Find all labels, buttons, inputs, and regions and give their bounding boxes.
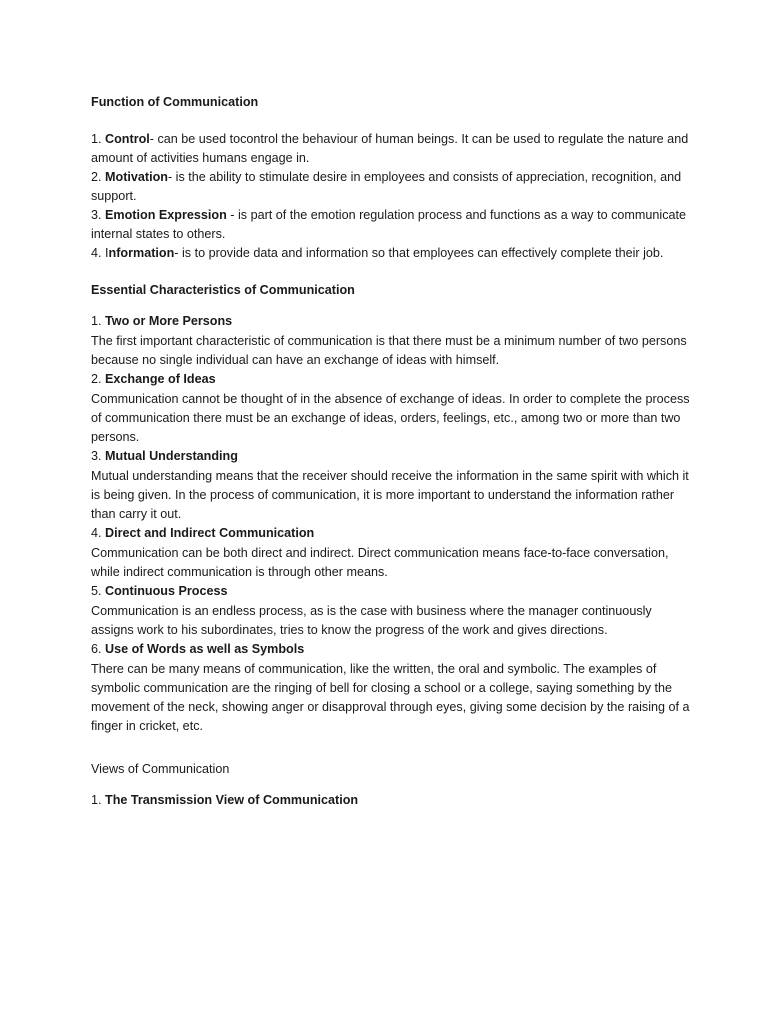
- item-number: 1.: [91, 132, 102, 146]
- characteristic-item: [91, 640, 691, 736]
- item-term: Motivation: [105, 170, 168, 184]
- characteristic-title-text: Two or More Persons: [105, 314, 233, 328]
- document-content: [91, 93, 691, 810]
- item-number: 6.: [91, 642, 106, 656]
- characteristic-item: [91, 370, 691, 447]
- characteristic-title-text: Continuous Process: [105, 584, 228, 598]
- characteristic-title-text: Use of Words as well as Symbols: [105, 642, 305, 656]
- item-term: nformation: [108, 246, 175, 260]
- characteristic-title-text: Mutual Understanding: [105, 449, 238, 463]
- section-heading-views: Views of Communication: [91, 762, 230, 776]
- characteristic-title-text: Exchange of Ideas: [105, 372, 216, 386]
- characteristic-body: Communication can be both direct and indirect. Direct communication means face-to-face conversation, while indirect communication is through other means.: [91, 546, 669, 579]
- characteristic-title: [91, 582, 691, 601]
- item-number: 3.: [91, 208, 102, 222]
- characteristic-title: [91, 312, 691, 331]
- item-text: - is part of the emotion regulation process and functions as a way to communicate internal states to others.: [91, 208, 686, 241]
- characteristic-body: Communication cannot be thought of in the absence of exchange of ideas. In order to complete the process of communication there must be an exchange of ideas, orders, feelings, etc., among two or more than two persons.: [91, 392, 690, 444]
- view-title-text: The Transmission View of Communication: [105, 793, 359, 807]
- section-heading-characteristics: Essential Characteristics of Communication: [91, 283, 355, 297]
- characteristic-item: [91, 582, 691, 640]
- characteristic-item: [91, 447, 691, 524]
- item-text: - is the ability to stimulate desire in employees and consists of appreciation, recognition, and support.: [91, 170, 682, 203]
- characteristic-title: [91, 447, 691, 466]
- item-term: Control: [105, 132, 150, 146]
- item-number: 2.: [91, 170, 102, 184]
- item-number: 4.: [91, 526, 106, 540]
- characteristic-title-text: Direct and Indirect Communication: [105, 526, 315, 540]
- item-number: 2.: [91, 372, 106, 386]
- characteristic-item: [91, 312, 691, 370]
- function-item-motivation: [91, 168, 691, 206]
- item-text: - can be used tocontrol the behaviour of human beings. It can be used to regulate the nature and amount of activities humans engage in.: [91, 132, 689, 165]
- characteristic-item: [91, 524, 691, 582]
- characteristic-title: [91, 524, 691, 543]
- item-number: 5.: [91, 584, 106, 598]
- view-item-title: [91, 791, 691, 810]
- function-item-control: [91, 130, 691, 168]
- characteristic-body: Mutual understanding means that the receiver should receive the information in the same spirit with which it is being given. In the process of communication, it is more important to understand the information rather than carry it out.: [91, 469, 689, 521]
- item-number: 3.: [91, 449, 106, 463]
- characteristic-body: Communication is an endless process, as is the case with business where the manager continuously assigns work to his subordinates, tries to know the progress of the work and gives directions.: [91, 604, 652, 637]
- item-term: Emotion Expression: [105, 208, 227, 222]
- item-number: 1.: [91, 314, 106, 328]
- section-heading-functions: Function of Communication: [91, 95, 259, 109]
- characteristic-body: There can be many means of communication, like the written, the oral and symbolic. The examples of symbolic communication are the ringing of bell for closing a school or a college, saying something by the movement of the neck, showing anger or disapproval through eyes, giving some decision by the raising of a finger in cricket, etc.: [91, 662, 690, 733]
- function-item-information: [91, 244, 691, 263]
- characteristic-title: [91, 370, 691, 389]
- item-number: 1.: [91, 793, 106, 807]
- characteristic-body: The first important characteristic of communication is that there must be a minimum number of two persons because no single individual can have an exchange of ideas with himself.: [91, 334, 687, 367]
- function-item-emotion-expression: [91, 206, 691, 244]
- item-text: - is to provide data and information so that employees can effectively complete their job.: [174, 246, 664, 260]
- characteristic-title: [91, 640, 691, 659]
- item-number: 4. I: [91, 246, 109, 260]
